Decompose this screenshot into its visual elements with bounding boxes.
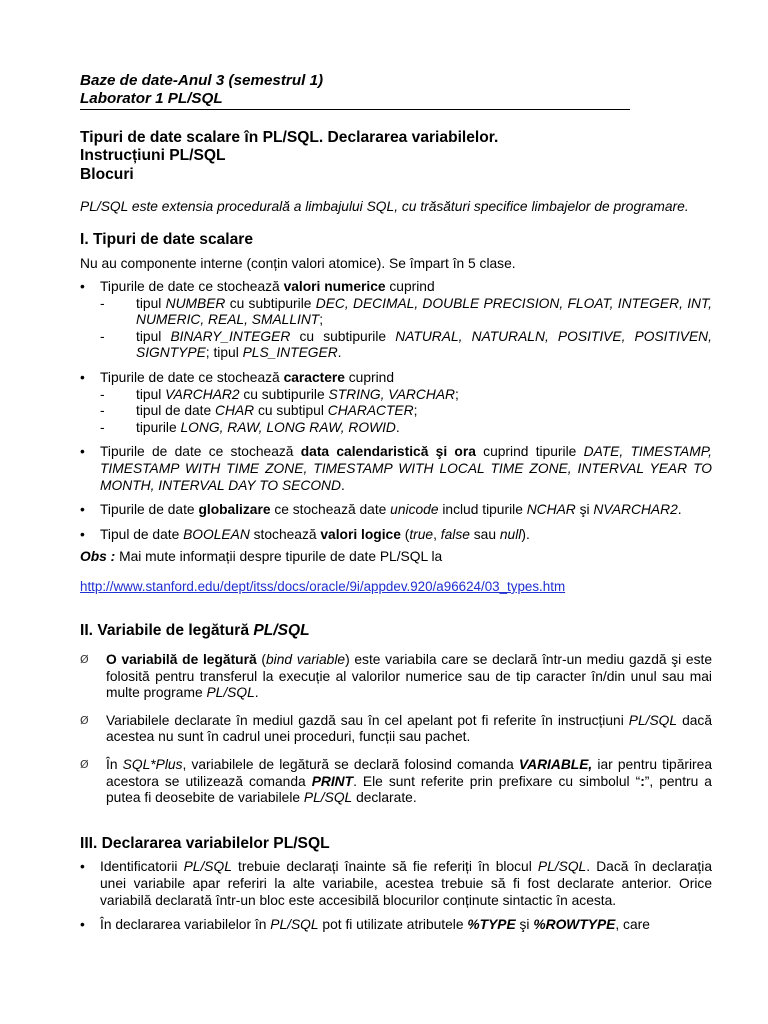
section-1-lead: Nu au componente interne (conțin valori atomice). Se împart în 5 clase.: [80, 256, 516, 272]
intro-paragraph: PL/SQL este extensia procedurală a limbajului SQL, cu trăsături specifice limbajelor de programare.: [80, 199, 689, 215]
list-item-dates: • Tipurile de date ce stochează data calendaristică şi ora cuprind tipurile DATE, TIMESTAMP, TIMESTAMP WITH TIME ZONE, TIMESTAMP WITH LOCAL TIME ZONE, INTERVAL YEAR TO MONTH, INTERVAL DAY TO SECOND.: [80, 444, 712, 494]
header-lab: Laborator 1 PL/SQL: [80, 90, 223, 107]
bind-variables-list: [80, 652, 712, 807]
list-item-characters: • Tipurile de date ce stochează caractere cuprind - tipul VARCHAR2 cu subtipurile STRING, VARCHAR; - tipul de date CHAR cu subtipul CHARACTER; - tipurile LONG, RAW, LONG RAW, ROWID.: [80, 370, 712, 436]
header-course: Baze de date-Anul 3 (semestrul 1): [80, 72, 324, 89]
list-item-sqlplus: Ø În SQL*Plus, variabilele de legătură se declară folosind comanda VARIABLE, iar pentru tipărirea acestora se utilizează comanda PRINT. Ele sunt referite prin prefixare cu simbolul “:”, pentru a putea fi deosebite de variabilele PL/SQL declarate.: [80, 757, 712, 806]
types-doc-link[interactable]: http://www.stanford.edu/dept/itss/docs/oracle/9i/appdev.920/a96624/03_types.htm: [80, 578, 566, 594]
doc-header: [80, 72, 712, 108]
obs-note: Obs : Mai mute informații despre tipurile de date PL/SQL la: [80, 549, 443, 565]
numeric-sublist: [100, 296, 712, 362]
list-item-identifiers: • Identificatorii PL/SQL trebuie declarați înainte să fie referiți în blocul PL/SQL. Dacă în declarația unei variabile apar referiri la alte variabile, acestea trebuie să fi fost declarate anterior. Orice variabilă declarată într-un bloc este accesibilă blocurilor conținute sintactic în acesta.: [80, 859, 712, 909]
chars-sublist: [100, 387, 712, 437]
section-1-heading: I. Tipuri de date scalare: [80, 230, 254, 248]
list-item-host-variables: Ø Variabilele declarate în mediul gazdă sau în cel apelant pot fi referite în instrucțiuni PL/SQL dacă acestea nu sunt în cadrul unei proceduri, funcții sau pachet.: [80, 712, 712, 745]
sublist-item: - tipul de date CHAR cu subtipul CHARACTER;: [100, 403, 712, 420]
list-item-globalization: • Tipurile de date globalizare ce stochează date unicode includ tipurile NCHAR şi NVARCHAR2.: [80, 502, 712, 519]
document-page: [80, 72, 712, 934]
title-line-3: Blocuri: [80, 165, 134, 183]
section-3-heading: III. Declararea variabilelor PL/SQL: [80, 834, 330, 852]
header-rule: [80, 109, 630, 110]
list-item-attributes: • În declararea variabilelor în PL/SQL pot fi utilizate atributele %TYPE şi %ROWTYPE, care: [80, 917, 712, 934]
list-item-boolean: • Tipul de date BOOLEAN stochează valori logice (true, false sau null).: [80, 527, 712, 544]
arrow-bullet-icon: Ø: [80, 713, 89, 727]
title-line-1: Tipuri de date scalare în PL/SQL. Declararea variabilelor.: [80, 129, 499, 146]
sublist-item: - tipul NUMBER cu subtipurile DEC, DECIMAL, DOUBLE PRECISION, FLOAT, INTEGER, INT, NUMERIC, REAL, SMALLINT;: [100, 296, 712, 329]
list-item-bind-variable: Ø O variabilă de legătură (bind variable) este variabila care se declară într-un mediu gazdă şi este folosită pentru transferul la execuție al valorilor numerice sau de tip caracter în/din unul sau mai multe programe PL/SQL.: [80, 652, 713, 701]
sublist-item: - tipul VARCHAR2 cu subtipurile STRING, VARCHAR;: [100, 387, 712, 404]
sublist-item: - tipurile LONG, RAW, LONG RAW, ROWID.: [100, 420, 712, 437]
arrow-bullet-icon: Ø: [80, 653, 89, 667]
section-2-heading: II. Variabile de legătură PL/SQL: [80, 621, 310, 639]
list-item-numeric: • Tipurile de date ce stochează valori numerice cuprind - tipul NUMBER cu subtipurile DEC, DECIMAL, DOUBLE PRECISION, FLOAT, INTEGER, INT, NUMERIC, REAL, SMALLINT; - tipul BINARY_INTEGER cu subtipurile NATURAL, NATURALN, POSITIVE, POSITIVEN, SIGNTYPE; tipul PLS_INTEGER.: [80, 279, 712, 362]
sublist-item: - tipul BINARY_INTEGER cu subtipurile NATURAL, NATURALN, POSITIVE, POSITIVEN, SIGNTYPE; tipul PLS_INTEGER.: [100, 329, 712, 362]
scalar-types-list: [80, 279, 712, 543]
arrow-bullet-icon: Ø: [80, 758, 89, 772]
declarations-list: [80, 859, 712, 933]
doc-title: [80, 129, 712, 184]
title-line-2: Instrucțiuni PL/SQL: [80, 147, 226, 165]
